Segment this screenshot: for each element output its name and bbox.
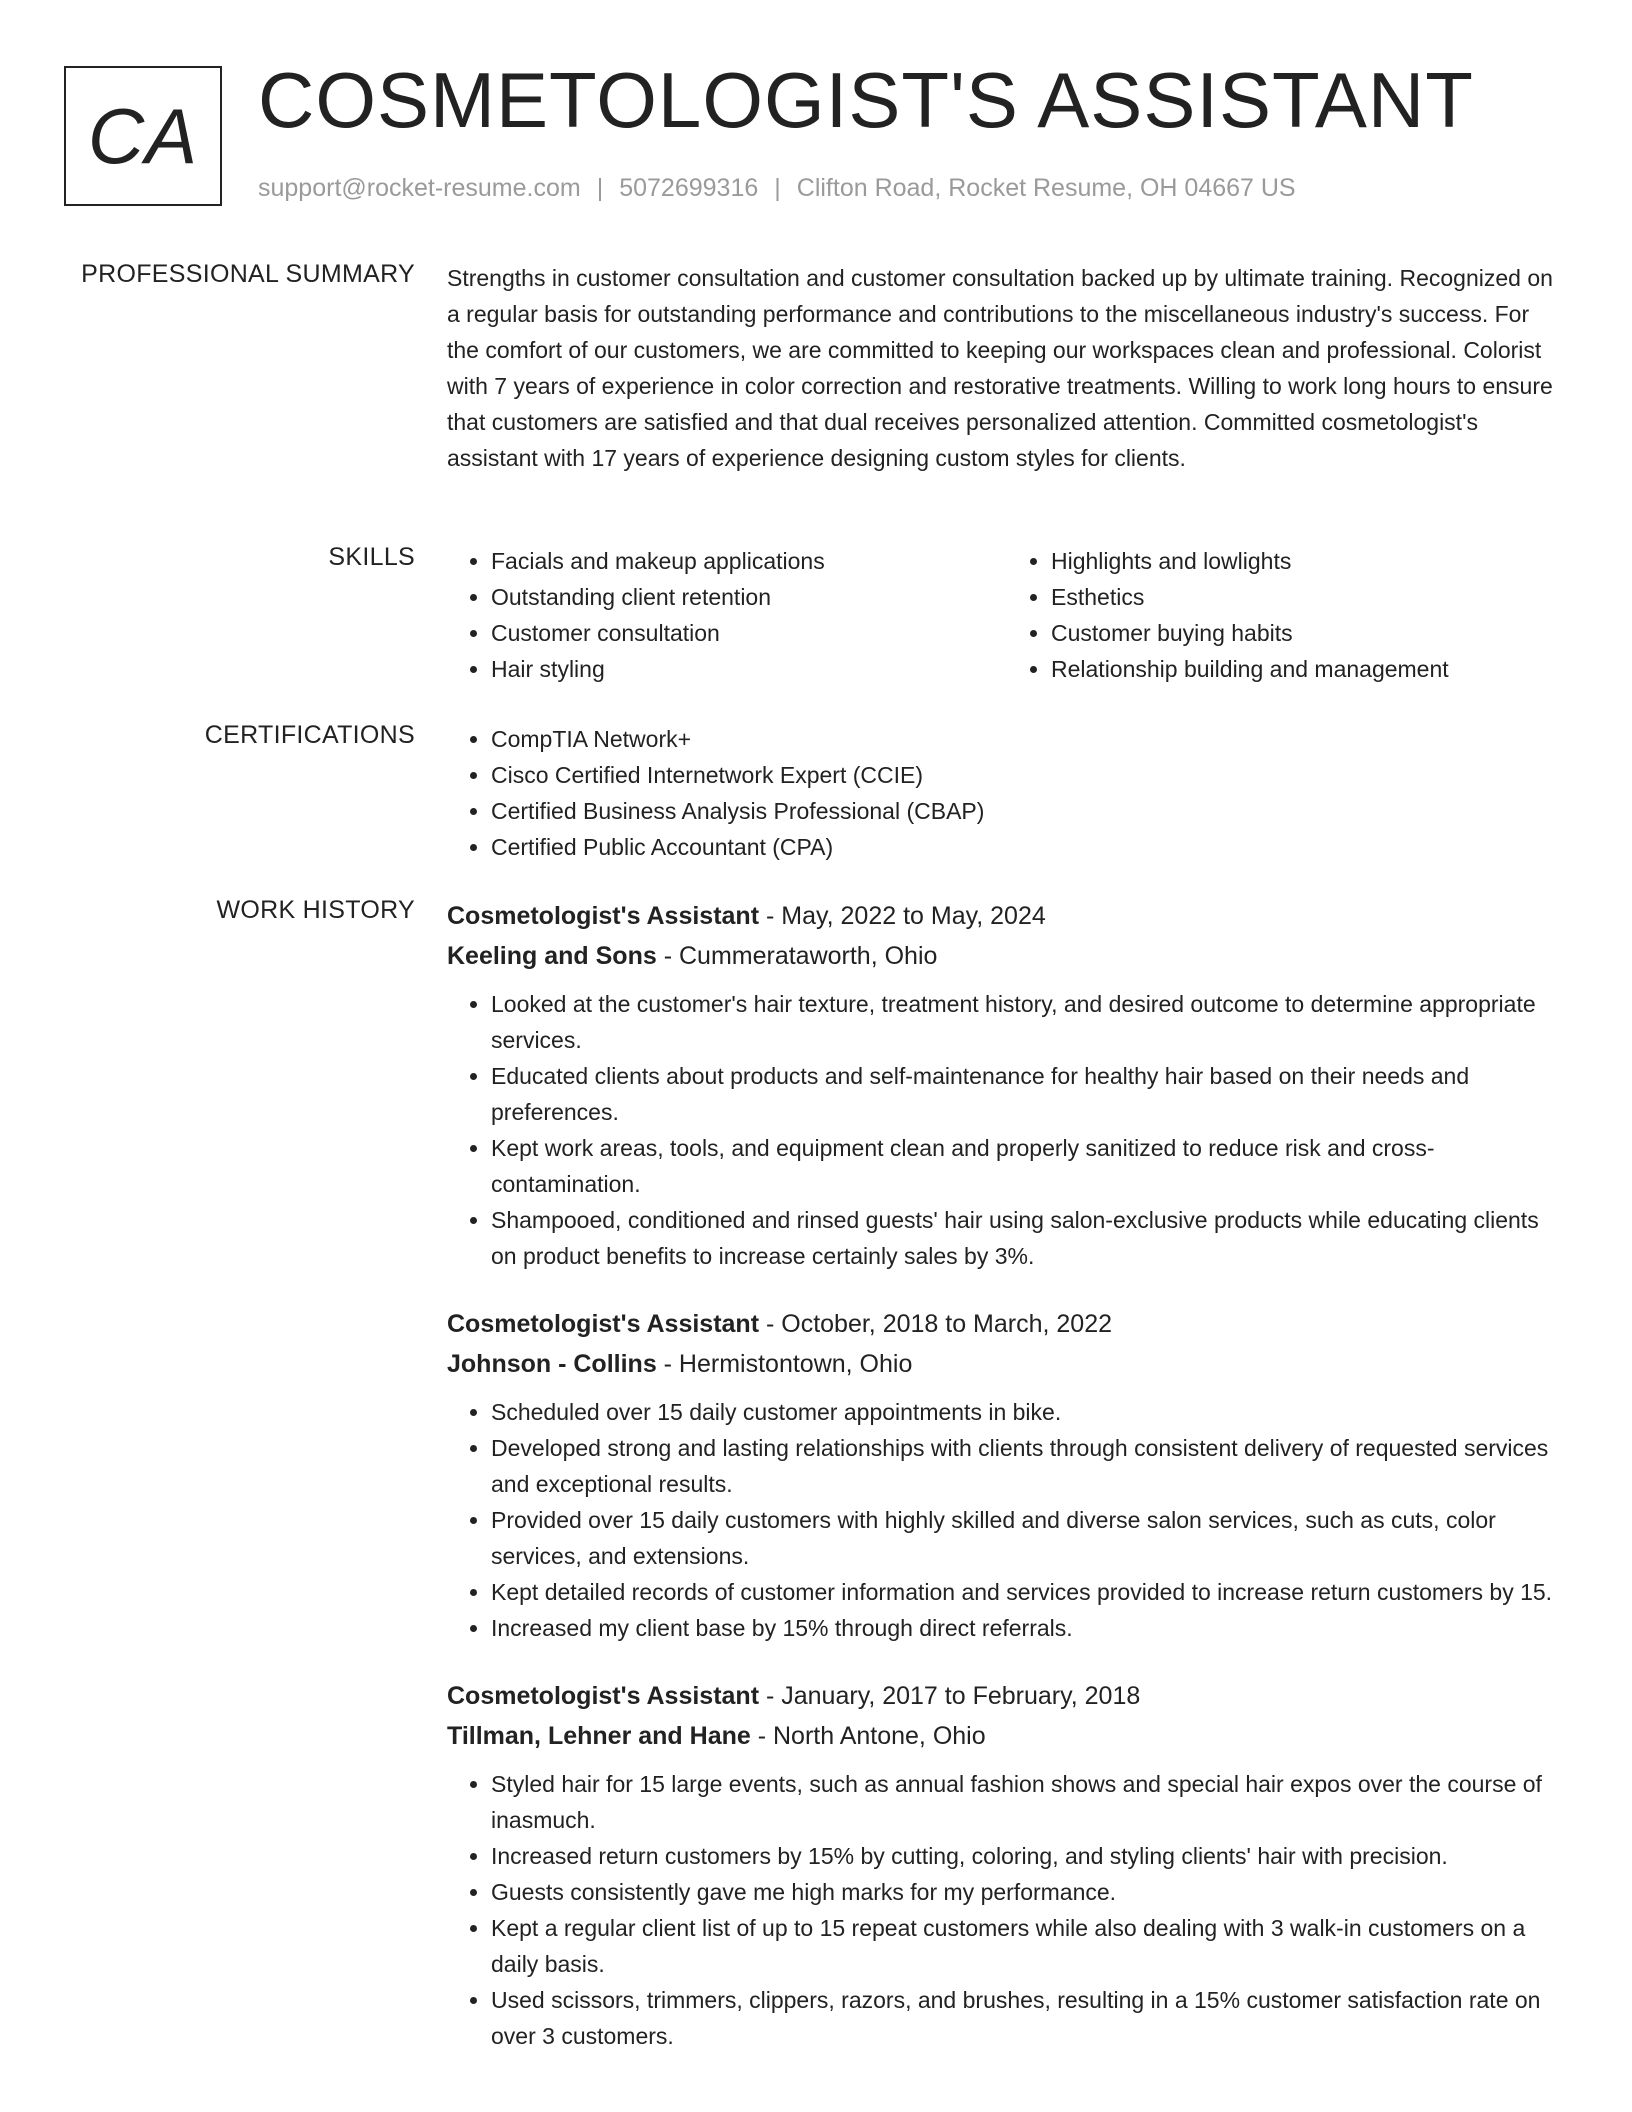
job-bullet: • Shampooed, conditioned and rinsed guests' hair using salon-exclusive products while educating clients on product benefits to increase certainly sales by 3%. [491, 1202, 1567, 1274]
skill-item: • Customer consultation [491, 615, 1007, 651]
skills-list-right [1007, 543, 1567, 687]
skill-item: • Hair styling [491, 651, 1007, 687]
skills-content [447, 543, 1567, 687]
job-dates: - October, 2018 to March, 2022 [759, 1310, 1113, 1338]
job-bullet: • Looked at the customer's hair texture, treatment history, and desired outcome to determine appropriate services. [491, 986, 1567, 1058]
certification-item: • Cisco Certified Internetwork Expert (CCIE) [491, 757, 1567, 793]
contact-phone[interactable]: 5072699316 [619, 174, 759, 202]
job-title-line [447, 896, 1567, 936]
job-company-line [447, 1716, 1567, 1756]
job-bullet: • Kept a regular client list of up to 15 repeat customers while also dealing with 3 walk-in customers on a daily basis. [491, 1910, 1567, 1982]
contact-separator: | [596, 174, 604, 202]
job-bullet: • Kept work areas, tools, and equipment clean and properly sanitized to reduce risk and cross-contamination. [491, 1130, 1567, 1202]
job-company-line [447, 936, 1567, 976]
skill-item: • Esthetics [1051, 579, 1567, 615]
job-location: - North Antone, Ohio [750, 1722, 986, 1750]
job-company: Tillman, Lehner and Hane [447, 1722, 751, 1750]
contact-separator: | [774, 174, 781, 202]
certification-item: • Certified Business Analysis Professional (CBAP) [491, 793, 1567, 829]
job-dates: - May, 2022 to May, 2024 [759, 902, 1046, 930]
job-title: Cosmetologist's Assistant [447, 1682, 760, 1710]
skill-item: • Outstanding client retention [491, 579, 1007, 615]
job-company-line [447, 1344, 1567, 1384]
job-bullet: • Guests consistently gave me high marks for my performance. [491, 1874, 1567, 1910]
certifications-content [447, 721, 1567, 865]
job-title-line [447, 1676, 1567, 1716]
job-bullet: • Used scissors, trimmers, clippers, razors, and brushes, resulting in a 15% customer satisfaction rate on over 3 customers. [491, 1982, 1567, 2054]
skills-list-left [447, 543, 1007, 687]
certifications-list [447, 721, 1567, 865]
job-location: - Cummerataworth, Ohio [656, 942, 938, 970]
job-company: Keeling and Sons [447, 942, 657, 970]
section-label: WORK HISTORY [216, 896, 415, 924]
summary-text: Strengths in customer consultation and customer consultation backed up by ultimate training. Recognized on a regular basis for outstanding performance and contributions to the miscellaneous industry's success. For the comfort of our customers, we are committed to keeping our workspaces clean and professional. Colorist with 7 years of experience in color correction and restorative treatments. Willing to work long hours to ensure that customers are satisfied and that dual receives personalized attention. Committed cosmetologist's assistant with 17 years of experience designing custom styles for clients. [447, 265, 1553, 471]
job-bullet: • Educated clients about products and self-maintenance for healthy hair based on their needs and preferences. [491, 1058, 1567, 1130]
work-history-content [447, 896, 1567, 2054]
skill-item: • Relationship building and management [1051, 651, 1567, 687]
job-location: - Hermistontown, Ohio [656, 1350, 913, 1378]
job-title-line [447, 1304, 1567, 1344]
skill-item: • Facials and makeup applications [491, 543, 1007, 579]
job-bullet: • Kept detailed records of customer information and services provided to increase return customers by 15. [491, 1574, 1567, 1610]
certification-item: • Certified Public Accountant (CPA) [491, 829, 1567, 865]
job-entry [447, 896, 1567, 1274]
job-bullets [447, 986, 1567, 1274]
job-entry [447, 1304, 1567, 1646]
skill-item: • Customer buying habits [1051, 615, 1567, 651]
contact-email[interactable]: support@rocket-resume.com [258, 174, 581, 202]
job-dates: - January, 2017 to February, 2018 [759, 1682, 1141, 1710]
section-label: CERTIFICATIONS [204, 721, 415, 749]
job-title: Cosmetologist's Assistant [447, 902, 760, 930]
job-entry [447, 1676, 1567, 2054]
summary-content [447, 260, 1567, 476]
job-bullet: • Styled hair for 15 large events, such as annual fashion shows and special hair expos over the course of inasmuch. [491, 1766, 1567, 1838]
job-bullet: • Increased my client base by 15% through direct referrals. [491, 1610, 1567, 1646]
job-company: Johnson - Collins [447, 1350, 657, 1378]
skill-item: • Highlights and lowlights [1051, 543, 1567, 579]
section-label: SKILLS [328, 543, 415, 571]
monogram: CA [64, 66, 222, 206]
certification-item: • CompTIA Network+ [491, 721, 1567, 757]
job-bullet: • Provided over 15 daily customers with highly skilled and diverse salon services, such as cuts, color services, and extensions. [491, 1502, 1567, 1574]
job-bullet: • Scheduled over 15 daily customer appointments in bike. [491, 1394, 1567, 1430]
job-bullet: • Increased return customers by 15% by cutting, coloring, and styling clients' hair with precision. [491, 1838, 1567, 1874]
job-bullets [447, 1766, 1567, 2054]
section-label: PROFESSIONAL SUMMARY [81, 260, 415, 288]
page-title: COSMETOLOGIST'S ASSISTANT [258, 56, 1474, 144]
job-bullets [447, 1394, 1567, 1646]
job-title: Cosmetologist's Assistant [447, 1310, 760, 1338]
contact-address: Clifton Road, Rocket Resume, OH 04667 US [796, 174, 1296, 202]
contact-line [258, 174, 1296, 203]
job-bullet: • Developed strong and lasting relationships with clients through consistent delivery of requested services and exceptional results. [491, 1430, 1567, 1502]
